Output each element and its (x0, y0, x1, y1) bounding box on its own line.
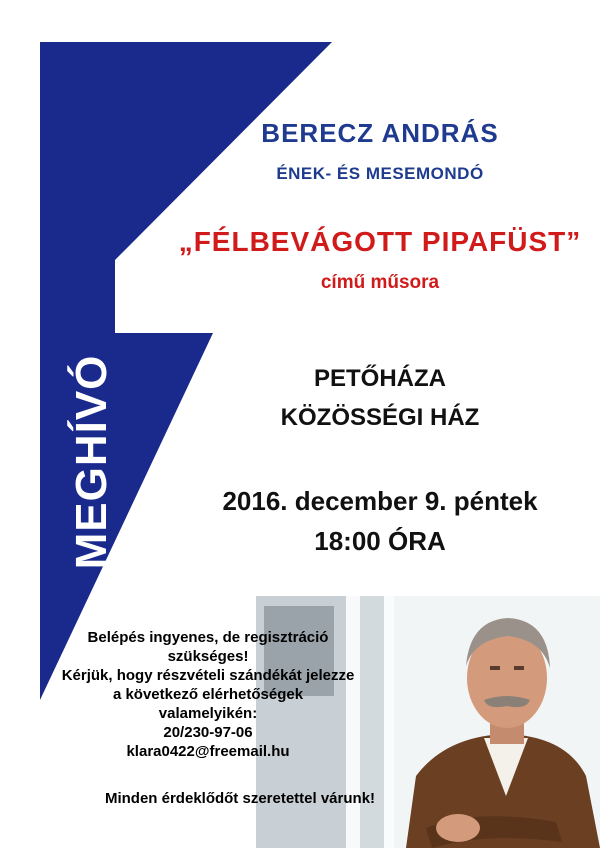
show-title: „FÉLBEVÁGOTT PIPAFÜST” (178, 226, 582, 257)
registration-info (48, 628, 368, 761)
event-date: 2016. december 9. péntek (222, 486, 538, 516)
venue-line-1: PETŐHÁZA (314, 365, 446, 392)
invitation-label: MEGHÍVÓ (67, 354, 116, 570)
show-subtitle: című műsora (320, 272, 440, 293)
email-address: klara0422@freemail.hu (126, 743, 290, 760)
info-line: valamelyikén: (158, 705, 258, 722)
closing-message: Minden érdeklődőt szeretettel várunk! (104, 790, 376, 807)
info-line: Kérjük, hogy részvételi szándékát jelezze (61, 667, 355, 684)
info-line: Belépés ingyenes, de regisztráció (87, 629, 329, 646)
performer-name: BERECZ ANDRÁS (261, 118, 499, 148)
event-time: 18:00 ÓRA (314, 526, 446, 556)
performer-role: ÉNEK- ÉS MESEMONDÓ (276, 164, 484, 183)
info-line: szükséges! (167, 648, 249, 665)
phone-number: 20/230-97-06 (163, 724, 253, 741)
info-line: a következő elérhetőségek (112, 686, 304, 703)
venue-line-2: KÖZÖSSÉGI HÁZ (280, 404, 480, 431)
